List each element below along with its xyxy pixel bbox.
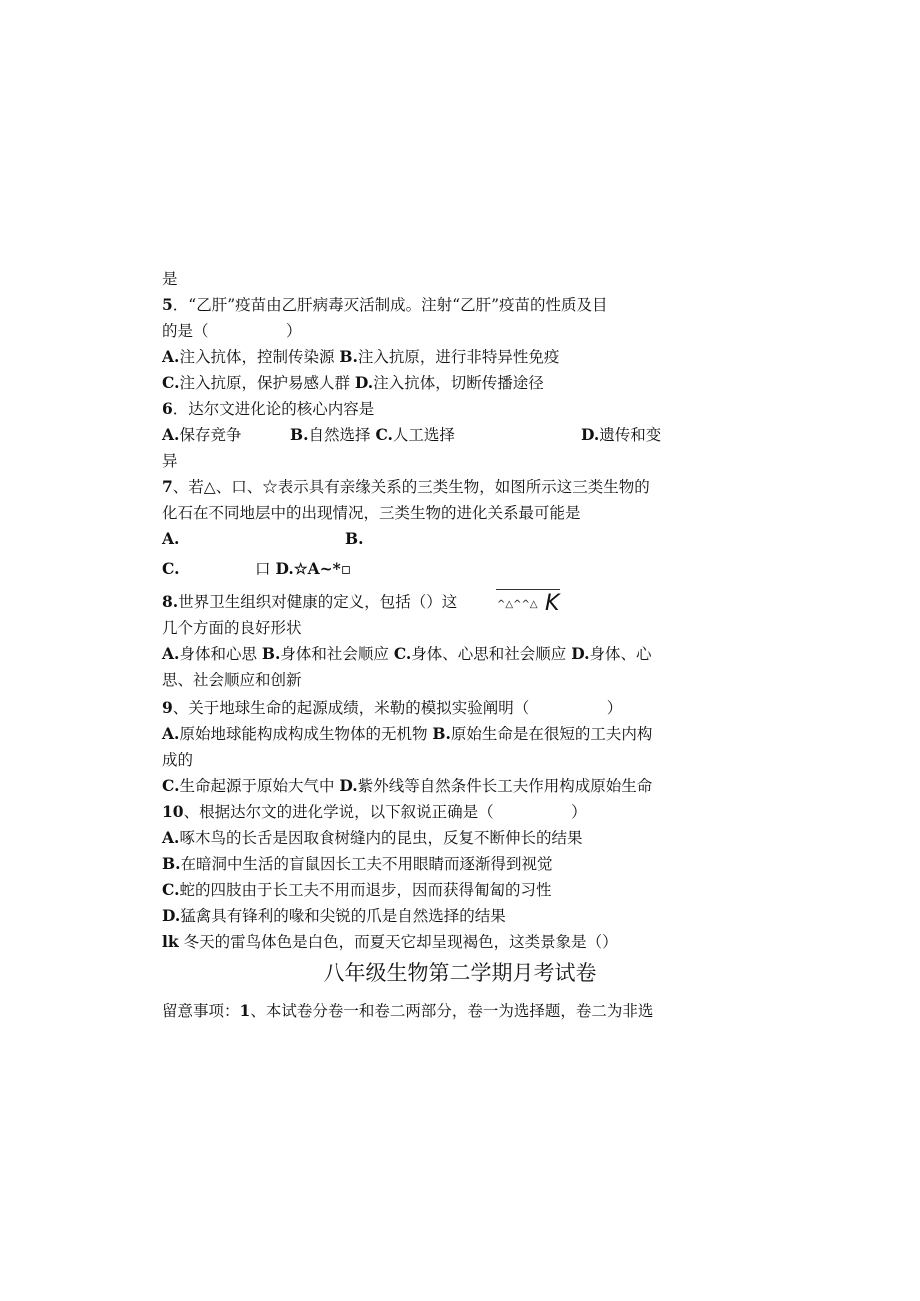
question-6-text: 6．达尔文进化论的核心内容是 bbox=[162, 399, 375, 418]
question-10-option-b: B.在暗洞中生活的盲鼠因长工夫不用眼睛而逐渐得到视觉 bbox=[162, 854, 553, 873]
question-8-text-cont: 几个方面的良好形状 bbox=[162, 619, 302, 637]
question-7-option-a: A. bbox=[162, 529, 180, 548]
question-10-text: 10、根据达尔文的进化学说，以下叙说正确是（ ） bbox=[162, 802, 587, 821]
question-6-options: A.保存竞争 bbox=[162, 425, 242, 444]
question-9-options-ab: A.原始地球能构成构成生物体的无机物 B.原始生命是在很短的工夫内构 bbox=[162, 724, 653, 743]
question-8-text: 8.世界卫生组织对健康的定义，包括（）这 bbox=[162, 592, 458, 611]
figure-symbols: ^△^^△ bbox=[497, 599, 538, 610]
question-5-text-cont: 的是（ ） bbox=[162, 322, 302, 340]
line-01: 是 bbox=[162, 270, 178, 288]
exam-title: 八年级生物第二学期月考试卷 bbox=[323, 961, 597, 985]
figure-top-line bbox=[496, 589, 560, 590]
question-6-option-d: D.遗传和变 bbox=[581, 425, 662, 444]
question-5-options-ab: A.注入抗体，控制传染源 B.注入抗原，进行非特异性免疫 bbox=[162, 347, 560, 366]
question-10-option-c: C.蛇的四肢由于长工夫不用而退步，因而获得匍匐的习性 bbox=[162, 880, 552, 899]
question-9-options-ab-cont: 成的 bbox=[162, 751, 194, 769]
notice-line: 留意事项：1、本试卷分卷一和卷二两部分，卷一为选择题，卷二为非选 bbox=[162, 1001, 654, 1020]
question-7-option-c: C. bbox=[162, 559, 180, 578]
question-7-text-cont: 化石在不同地层中的出现情况，三类生物的进化关系最可能是 bbox=[162, 504, 581, 522]
figure-letter: K bbox=[545, 591, 560, 616]
question-8-options: A.身体和心思 B.身体和社会顺应 C.身体、心思和社会顺应 D.身体、心 bbox=[162, 644, 652, 663]
question-9-options-cd: C.生命起源于原始大气中 D.紫外线等自然条件长工夫作用构成原始生命 bbox=[162, 776, 653, 795]
question-11-text: lk 冬天的雷鸟体色是白色，而夏天它却呈现褐色，这类景象是（） bbox=[162, 932, 618, 951]
question-6-option-d-cont: 异 bbox=[162, 452, 178, 470]
question-9-text: 9、关于地球生命的起源成绩，米勒的模拟实验阐明（ ） bbox=[162, 698, 623, 717]
question-6-option-bc: B.自然选择 C.人工选择 bbox=[290, 425, 455, 444]
question-5-text: 5．“乙肝”疫苗由乙肝病毒灭活制成。注射“乙肝”疫苗的性质及目 bbox=[162, 295, 608, 314]
question-7-option-b: B. bbox=[345, 529, 364, 548]
question-5-options-cd: C.注入抗原，保护易感人群 D.注入抗体，切断传播途径 bbox=[162, 373, 544, 392]
question-7-text: 7、若△、口、☆表示具有亲缘关系的三类生物，如图所示这三类生物的 bbox=[162, 477, 650, 496]
question-7-option-d: 口 D.☆A~*▫ bbox=[255, 559, 352, 578]
question-8-options-cont: 思、社会顺应和创新 bbox=[162, 671, 302, 689]
question-10-option-a: A.啄木鸟的长舌是因取食树缝内的昆虫，反复不断伸长的结果 bbox=[162, 828, 583, 847]
question-10-option-d: D.猛禽具有锋利的喙和尖锐的爪是自然选择的结果 bbox=[162, 906, 506, 925]
